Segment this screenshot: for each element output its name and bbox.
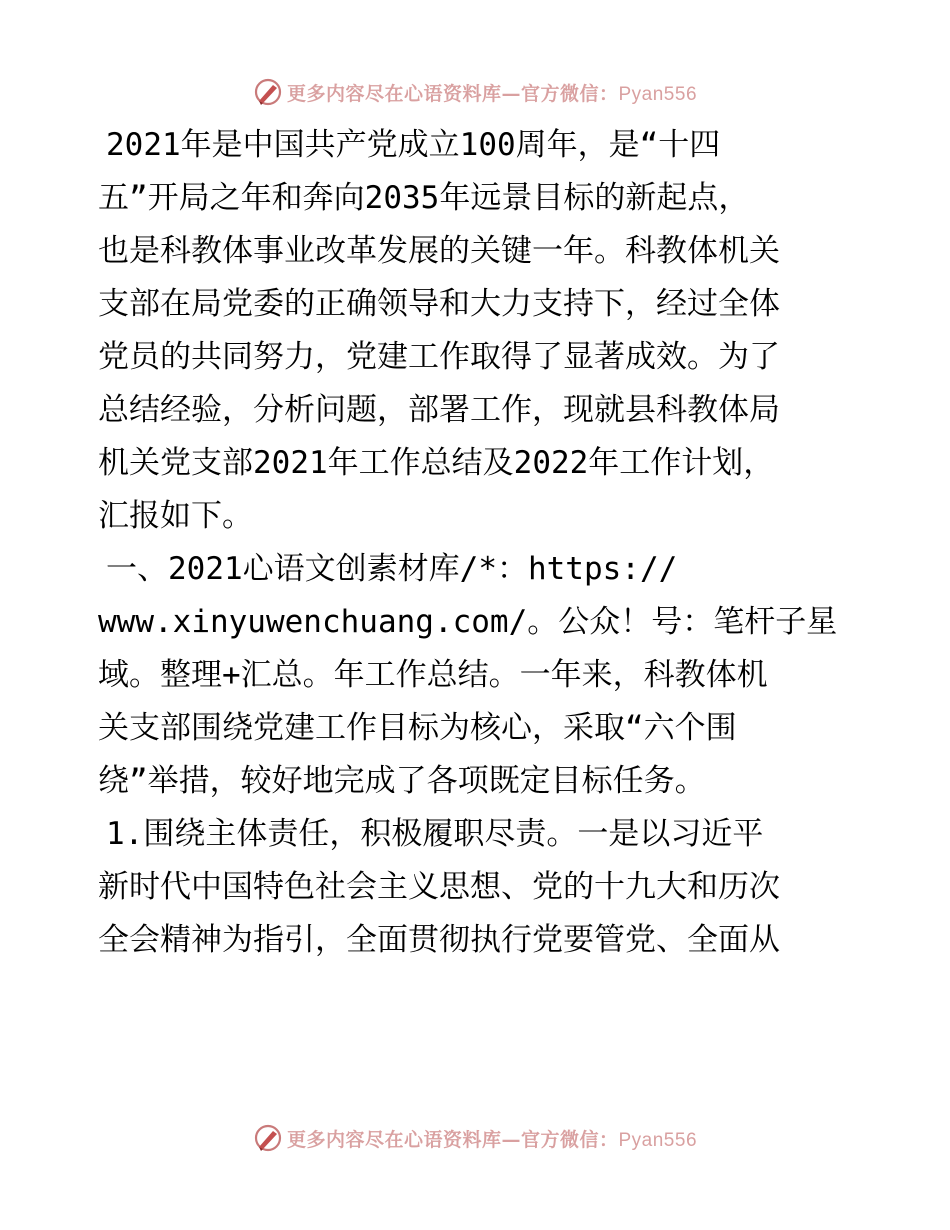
pen-logo-icon (253, 77, 283, 107)
paragraph-item-one (98, 815, 858, 960)
pen-logo-icon (253, 1123, 283, 1153)
watermark-wechat-id: Pyan556 (618, 83, 698, 105)
document-body (98, 126, 858, 974)
text-line: 支部在局党委的正确领导和大力支持下，经过全体 (98, 286, 780, 322)
watermark-wechat-id: Pyan556 (618, 1129, 698, 1151)
header-watermark (0, 72, 950, 112)
text-line: 机关党支部2021年工作总结及2022年工作计划， (98, 445, 775, 481)
text-line: 党员的共同努力，党建工作取得了显著成效。为了 (98, 339, 780, 375)
text-line: 域。整理+汇总。年工作总结。一年来，科教体机 (98, 657, 768, 693)
text-line: 一、2021心语文创素材库/*：https:// (106, 551, 678, 587)
watermark-text: 更多内容尽在心语资料库—官方微信： (286, 1128, 619, 1151)
text-line: 关支部围绕党建工作目标为核心，采取“六个围 (98, 710, 737, 746)
text-line: www.xinyuwenchuang.com/。公众！号：笔杆子星 (98, 604, 838, 640)
watermark-text: 更多内容尽在心语资料库—官方微信： (286, 82, 619, 105)
text-line: 2021年是中国共产党成立100周年，是“十四 (106, 127, 721, 163)
paragraph-intro (98, 126, 858, 536)
text-line: 汇报如下。 (98, 498, 253, 534)
text-line: 1.围绕主体责任，积极履职尽责。一是以习近平 (106, 816, 764, 852)
text-line: 新时代中国特色社会主义思想、党的十九大和历次 (98, 869, 780, 905)
text-line: 全会精神为指引，全面贯彻执行党要管党、全面从 (98, 922, 780, 958)
text-line: 总结经验，分析问题，部署工作，现就县科教体局 (98, 392, 780, 428)
text-line: 五”开局之年和奔向2035年远景目标的新起点， (98, 180, 750, 216)
footer-watermark (0, 1118, 950, 1158)
text-line: 绕”举措，较好地完成了各项既定目标任务。 (98, 763, 706, 799)
text-line: 也是科教体事业改革发展的关键一年。科教体机关 (98, 233, 780, 269)
paragraph-section-one (98, 550, 858, 801)
